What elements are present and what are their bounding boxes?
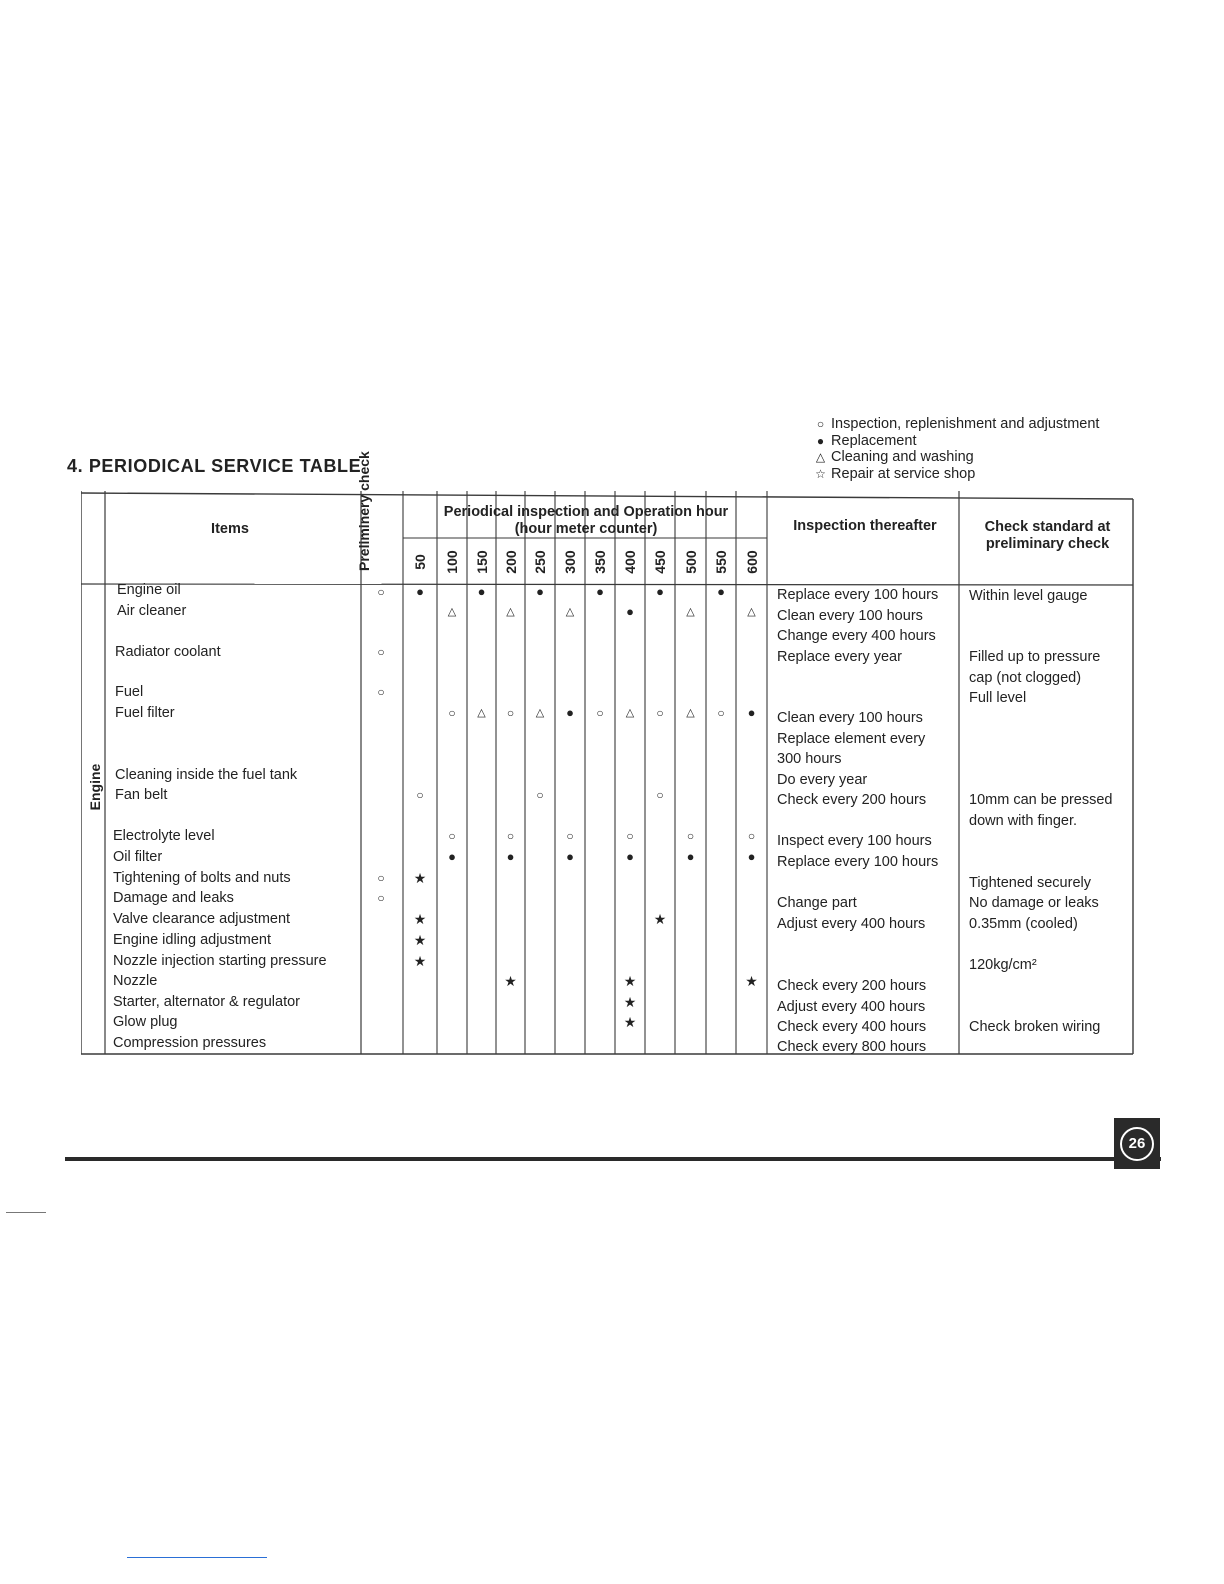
page-number-badge	[1114, 1118, 1160, 1169]
service-mark: △	[565, 606, 575, 618]
service-mark: ○	[656, 788, 664, 802]
service-mark: ○	[747, 829, 756, 843]
service-mark: ○	[448, 829, 456, 843]
grid-line	[81, 493, 1133, 499]
inspection-text: Check every 200 hours	[777, 792, 927, 808]
filled-circle-icon: ●	[816, 433, 825, 448]
inspection-text: Replace every 100 hours	[777, 587, 939, 603]
service-mark: ★	[623, 994, 637, 1010]
group-label-engine: Engine	[87, 763, 103, 811]
service-mark: ○	[377, 891, 385, 905]
service-mark: ●	[717, 584, 725, 599]
service-mark: ○	[686, 829, 695, 843]
item-label: Air cleaner	[117, 603, 187, 619]
service-mark: ○	[506, 706, 515, 720]
header-periodical-sub: (hour meter counter)	[514, 521, 658, 537]
standard-text: 10mm can be pressed	[969, 792, 1113, 808]
inspection-text: Clean every 100 hours	[777, 710, 923, 726]
item-label: Nozzle	[113, 973, 158, 989]
legend	[814, 416, 1099, 482]
page-title: 4. PERIODICAL SERVICE TABLE	[67, 456, 362, 476]
item-label: Fuel filter	[115, 705, 175, 721]
legend-text: Inspection, replenishment and adjustment	[831, 416, 1100, 432]
service-mark: ●	[566, 705, 574, 720]
service-mark: ○	[566, 829, 574, 843]
service-mark: ★	[413, 870, 427, 886]
service-mark: ●	[416, 584, 424, 599]
standard-text: cap (not clogged)	[969, 670, 1082, 686]
inspection-text: Replace element every	[777, 731, 926, 747]
service-mark: ○	[506, 829, 515, 843]
service-mark: ●	[596, 584, 604, 599]
service-mark: ●	[536, 584, 544, 599]
inspection-text: Replace every year	[777, 649, 902, 665]
hour-header: 300	[562, 550, 578, 574]
service-mark: △	[747, 606, 756, 618]
service-mark: ●	[626, 849, 634, 864]
item-label: Tightening of bolts and nuts	[113, 870, 291, 886]
header-items: Items	[211, 521, 249, 537]
service-mark: ●	[566, 849, 574, 864]
header-preliminary: Preliminery check	[356, 451, 372, 571]
item-label: Compression pressures	[113, 1035, 267, 1051]
standard-text: 120kg/cm²	[969, 957, 1037, 973]
hour-header: 450	[652, 550, 668, 574]
service-mark: ●	[506, 849, 515, 864]
footer-rule	[65, 1157, 1161, 1161]
item-label: Engine oil	[117, 582, 181, 598]
item-label: Cleaning inside the fuel tank	[115, 767, 298, 783]
item-label: Nozzle injection starting pressure	[113, 953, 327, 969]
service-mark: ○	[377, 645, 385, 659]
inspection-text: Check every 200 hours	[777, 978, 927, 994]
service-mark: ○	[448, 706, 456, 720]
inspection-text: Check every 800 hours	[777, 1039, 927, 1055]
service-mark: ●	[477, 584, 486, 599]
inspection-text: Clean every 100 hours	[777, 608, 923, 624]
service-mark: △	[477, 707, 486, 719]
service-mark: ●	[747, 849, 756, 864]
standard-text: Full level	[969, 690, 1027, 706]
service-mark: △	[686, 606, 695, 618]
service-mark: ○	[536, 788, 544, 802]
standard-text: No damage or leaks	[969, 895, 1099, 911]
item-label: Radiator coolant	[115, 644, 221, 660]
service-mark: ★	[413, 932, 427, 948]
service-mark: △	[506, 606, 515, 618]
scan-mark	[6, 1212, 46, 1213]
open-circle-icon: ○	[816, 417, 825, 431]
item-label: Damage and leaks	[113, 890, 234, 906]
legend-text: Cleaning and washing	[831, 449, 974, 465]
service-mark: ○	[416, 788, 424, 802]
item-label: Electrolyte level	[113, 828, 215, 844]
legend-item	[814, 416, 1099, 433]
service-mark: ★	[653, 911, 667, 927]
service-mark: ●	[686, 849, 695, 864]
service-mark: ●	[656, 584, 664, 599]
item-label: Starter, alternator & regulator	[113, 994, 300, 1010]
service-mark: ○	[377, 871, 385, 885]
service-mark: ★	[413, 953, 427, 969]
standard-text: 0.35mm (cooled)	[969, 916, 1078, 932]
hour-header: 350	[592, 550, 608, 574]
hour-header: 400	[622, 550, 638, 574]
header-check-standard: Check standard at preliminary check	[984, 519, 1111, 552]
header-inspection: Inspection thereafter	[793, 518, 937, 534]
service-mark: △	[535, 707, 545, 719]
star-icon: ☆	[815, 466, 826, 481]
standard-text: down with finger.	[969, 813, 1078, 829]
hour-header: 150	[473, 550, 490, 574]
service-mark: ○	[377, 585, 385, 599]
standard-text: Filled up to pressure	[969, 649, 1101, 665]
service-mark: ★	[745, 973, 758, 989]
hour-header: 200	[502, 550, 519, 574]
legend-item	[814, 466, 1099, 483]
service-mark: ○	[626, 829, 634, 843]
hour-header: 500	[682, 550, 699, 574]
inspection-text: Change every 400 hours	[777, 628, 936, 644]
hour-header: 600	[743, 550, 760, 574]
standard-text: Within level gauge	[969, 588, 1088, 604]
service-mark: △	[625, 707, 635, 719]
inspection-text: Replace every 100 hours	[777, 854, 939, 870]
inspection-text: Inspect every 100 hours	[777, 833, 932, 849]
service-mark: ★	[504, 973, 517, 989]
inspection-text: 300 hours	[777, 751, 842, 767]
hour-header: 50	[412, 554, 428, 570]
item-label: Engine idling adjustment	[113, 932, 271, 948]
inspection-text: Adjust every 400 hours	[777, 916, 926, 932]
inspection-text: Adjust every 400 hours	[777, 999, 926, 1015]
hour-header: 550	[713, 550, 729, 574]
inspection-text: Check every 400 hours	[777, 1019, 927, 1035]
service-mark: ★	[623, 1014, 637, 1030]
standard-text: Check broken wiring	[969, 1019, 1101, 1035]
item-label: Fuel	[115, 684, 144, 700]
header-periodical-title: Periodical inspection and Operation hour	[443, 504, 729, 520]
legend-item	[814, 433, 1099, 450]
item-label: Oil filter	[113, 849, 163, 865]
legend-item	[814, 449, 1099, 466]
service-mark: ○	[596, 706, 604, 720]
hour-header: 250	[532, 550, 548, 574]
service-mark: ○	[377, 685, 385, 699]
link-underline	[127, 1557, 267, 1558]
service-mark: ●	[448, 849, 456, 864]
item-label: Glow plug	[113, 1014, 178, 1030]
service-mark: ○	[717, 706, 725, 720]
service-mark: ●	[747, 705, 756, 720]
inspection-text: Do every year	[777, 772, 868, 788]
legend-text: Replacement	[831, 432, 917, 449]
service-mark: ●	[626, 604, 634, 619]
hour-header: 100	[444, 550, 460, 574]
legend-text: Repair at service shop	[831, 465, 976, 482]
service-mark: △	[447, 606, 457, 618]
service-mark: △	[686, 707, 695, 719]
triangle-icon: △	[815, 450, 826, 464]
service-mark: ★	[623, 973, 637, 989]
item-label: Fan belt	[115, 787, 168, 803]
service-mark: ★	[413, 911, 427, 927]
service-mark: ○	[656, 706, 664, 720]
header-periodical	[403, 504, 769, 538]
item-label: Valve clearance adjustment	[113, 911, 291, 927]
standard-text: Tightened securely	[969, 875, 1091, 891]
inspection-text: Change part	[777, 895, 857, 911]
page-number: 26	[1120, 1127, 1154, 1161]
